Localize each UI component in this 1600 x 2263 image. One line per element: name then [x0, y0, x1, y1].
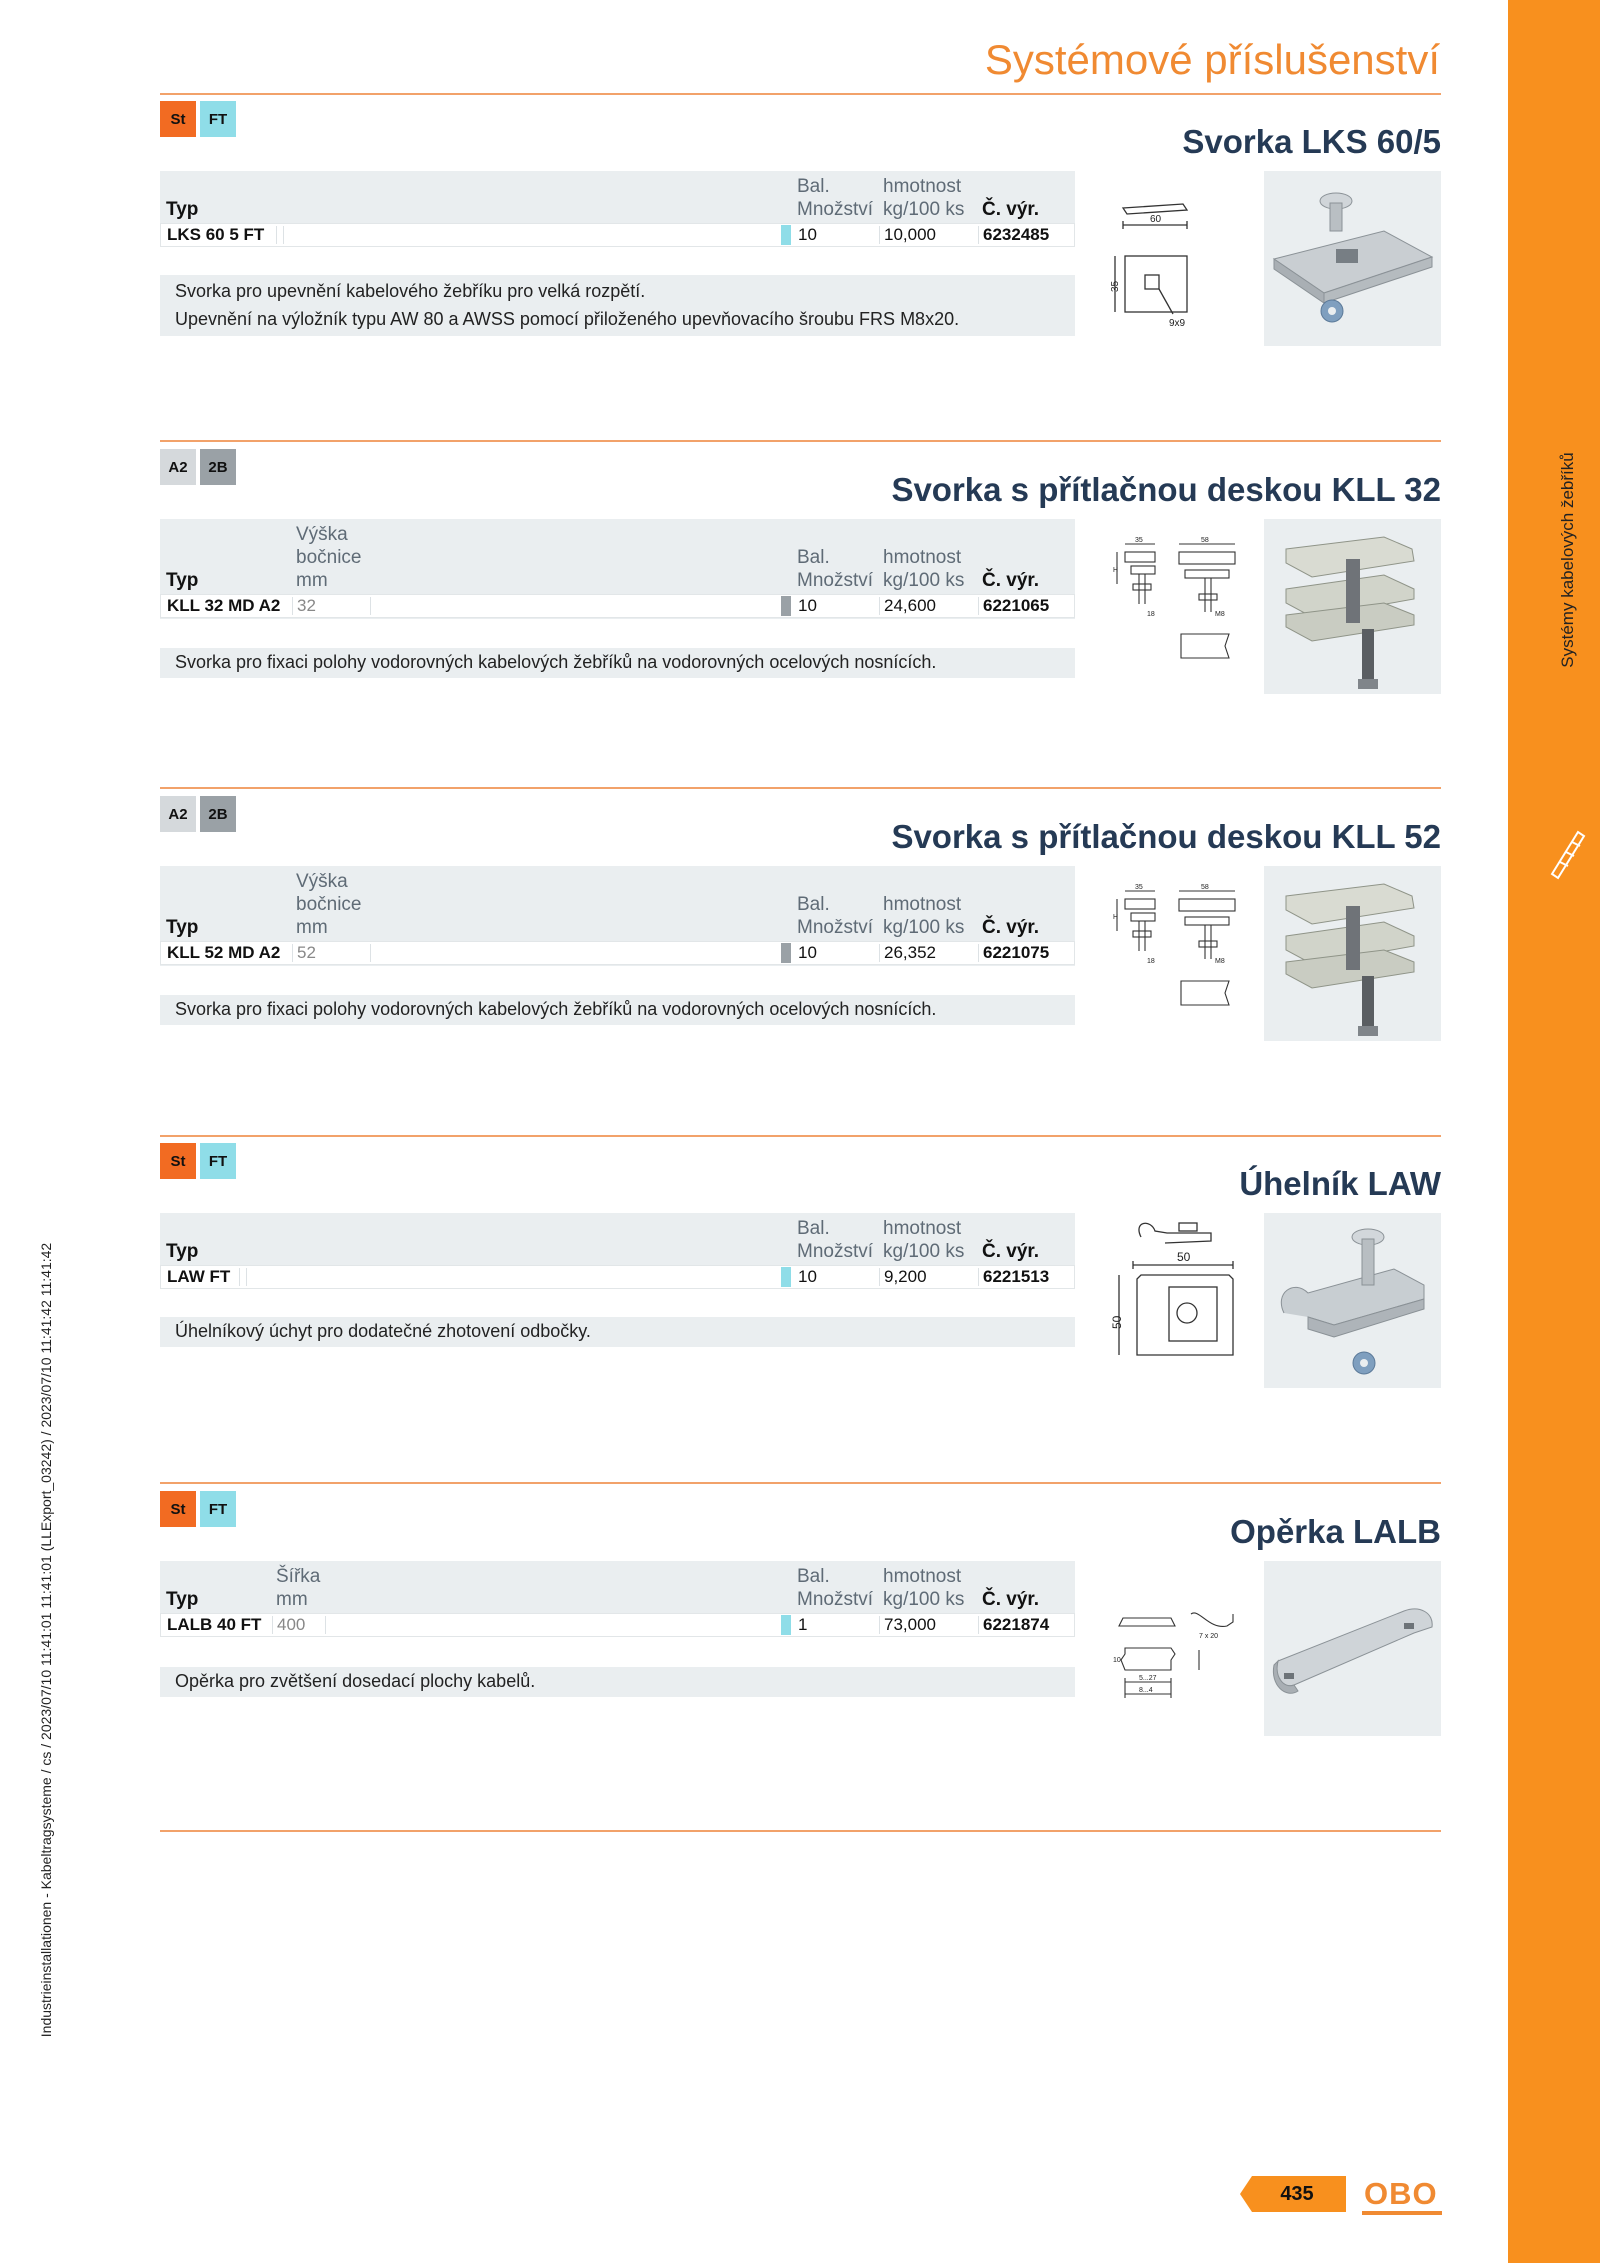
dim-label: 10	[1113, 1657, 1121, 1664]
dim-label: 18	[1147, 611, 1155, 618]
dim-label: 5...27	[1139, 1675, 1157, 1682]
header-weight-2: kg/100 ks	[883, 1241, 965, 1262]
dim-label: 8...4	[1139, 1687, 1153, 1694]
cell-extra: 400	[277, 1615, 306, 1634]
header-extra-1: Výška	[296, 524, 348, 545]
description-line: Svorka pro fixaci polohy vodorovných kabelových žebříků na vodorovných ocelových nosnících.	[175, 652, 937, 672]
header-cv: Č. výr.	[982, 570, 1040, 591]
page-title: Systémové příslušenství	[984, 36, 1440, 83]
header-extra-2: mm	[276, 1589, 308, 1610]
cell-extra: 52	[297, 943, 316, 962]
dim-label: 9x9	[1169, 318, 1186, 329]
cell-cv: 6221513	[983, 1267, 1050, 1286]
material-badges	[160, 1143, 236, 1179]
description-line: Svorka pro fixaci polohy vodorovných kabelových žebříků na vodorovných ocelových nosnících.	[175, 999, 937, 1019]
badge-ft: FT	[200, 1491, 236, 1527]
product-photo	[1264, 171, 1441, 346]
description-line: Upevnění na výložník typu AW 80 a AWSS pomocí přiloženého upevňovacího šroubu FRS M8x20.	[175, 309, 960, 329]
cell-bal: 10	[798, 596, 817, 615]
header-rule	[160, 93, 1441, 95]
table-row	[160, 941, 1075, 965]
material-badges	[160, 101, 236, 137]
header-typ: Typ	[166, 570, 199, 591]
material-badges	[160, 449, 236, 485]
cell-weight: 9,200	[884, 1267, 927, 1286]
product-title: Opěrka LALB	[1230, 1513, 1441, 1550]
header-bal-1: Bal.	[797, 894, 830, 915]
cell-bal: 10	[798, 1267, 817, 1286]
header-weight-1: hmotnost	[883, 1566, 962, 1587]
sidebar-label: Systémy kabelových žebříků	[1558, 452, 1577, 668]
cell-typ: KLL 52 MD A2	[167, 943, 281, 962]
product-table	[160, 866, 1075, 966]
product-photo	[1264, 1213, 1441, 1388]
cell-weight: 26,352	[884, 943, 936, 962]
header-bal-2: Množství	[797, 1241, 874, 1262]
badge-st: St	[160, 101, 196, 137]
header-weight-2: kg/100 ks	[883, 917, 965, 938]
cell-typ: KLL 32 MD A2	[167, 596, 281, 615]
section-rule	[160, 440, 1441, 442]
header-extra-1: Výška	[296, 871, 348, 892]
dim-label: H	[1113, 914, 1119, 921]
print-info: Industrieinstallationen - Kabeltragsysteme / cs / 2023/07/10 11:41:01 11:41:01 (LLExport_03242) / 2023/07/10 11:41:42 11:41:42	[38, 1242, 54, 2038]
header-weight-1: hmotnost	[883, 176, 962, 197]
dim-label: 50	[1177, 1250, 1191, 1264]
cell-typ: LALB 40 FT	[167, 1615, 262, 1634]
description-line: Úhelníkový úchyt pro dodatečné zhotovení odbočky.	[175, 1321, 591, 1341]
header-typ: Typ	[166, 917, 199, 938]
badge-2b: 2B	[200, 796, 236, 832]
product-table	[160, 1213, 1075, 1289]
cell-cv: 6232485	[983, 225, 1050, 244]
product-kll-52	[160, 796, 1441, 1046]
obo-logo: OBO	[1364, 2176, 1438, 2211]
header-bal-1: Bal.	[797, 176, 830, 197]
header-weight-1: hmotnost	[883, 547, 962, 568]
cell-bal: 10	[798, 943, 817, 962]
section-rule	[160, 1830, 1441, 1832]
badge-a2: A2	[160, 449, 196, 485]
product-table	[160, 171, 1075, 247]
header-bal-2: Množství	[797, 570, 874, 591]
header-bal-2: Množství	[797, 917, 874, 938]
product-title: Svorka s přítlačnou deskou KLL 32	[891, 471, 1441, 508]
product-description	[160, 648, 1075, 678]
dim-label: 35	[1110, 280, 1121, 292]
product-description	[160, 275, 1075, 336]
cell-weight: 24,600	[884, 596, 936, 615]
dim-label: 50	[1110, 1315, 1124, 1329]
description-line: Svorka pro upevnění kabelového žebříku pro velká rozpětí.	[175, 281, 646, 301]
header-weight-2: kg/100 ks	[883, 199, 965, 220]
product-description	[160, 1317, 1075, 1347]
header-weight-2: kg/100 ks	[883, 570, 965, 591]
header-extra-3: mm	[296, 917, 328, 938]
header-bal-2: Množství	[797, 1589, 874, 1610]
header-bal-1: Bal.	[797, 1566, 830, 1587]
dim-label: M8	[1215, 611, 1225, 618]
product-photo	[1264, 1561, 1441, 1736]
cell-typ: LAW FT	[167, 1267, 231, 1286]
product-title: Úhelník LAW	[1239, 1165, 1441, 1202]
header-typ: Typ	[166, 1241, 199, 1262]
dim-label: 58	[1201, 884, 1209, 891]
cell-cv: 6221874	[983, 1615, 1050, 1634]
cell-bal: 1	[798, 1615, 808, 1634]
header-extra-3: mm	[296, 570, 328, 591]
product-title: Svorka LKS 60/5	[1182, 123, 1441, 160]
product-table	[160, 1561, 1075, 1637]
material-marker	[781, 1615, 791, 1635]
header-cv: Č. výr.	[982, 199, 1040, 220]
header-weight-1: hmotnost	[883, 1218, 962, 1239]
dim-label: 18	[1147, 958, 1155, 965]
badge-st: St	[160, 1491, 196, 1527]
header-bal-1: Bal.	[797, 1218, 830, 1239]
cell-weight: 10,000	[884, 225, 936, 244]
cell-bal: 10	[798, 225, 817, 244]
dim-label: H	[1113, 567, 1119, 574]
header-extra-2: bočnice	[296, 547, 362, 568]
product-photo	[1264, 519, 1441, 694]
page-number: 435	[1280, 2183, 1314, 2205]
product-description	[160, 995, 1075, 1025]
cell-typ: LKS 60 5 FT	[167, 225, 265, 244]
material-marker	[781, 225, 791, 245]
dim-label: M8	[1215, 958, 1225, 965]
header-weight-1: hmotnost	[883, 894, 962, 915]
description-line: Opěrka pro zvětšení dosedací plochy kabelů.	[175, 1671, 536, 1691]
dim-label: 35	[1135, 537, 1143, 544]
material-badges	[160, 796, 236, 832]
cell-extra: 32	[297, 596, 316, 615]
sidebar-stripe	[1508, 0, 1600, 2263]
product-lalb	[160, 1491, 1441, 1741]
header-bal-1: Bal.	[797, 547, 830, 568]
dim-label: 58	[1201, 537, 1209, 544]
product-description	[160, 1667, 1075, 1697]
dim-label: 35	[1135, 884, 1143, 891]
technical-drawing	[1115, 534, 1245, 684]
badge-st: St	[160, 1143, 196, 1179]
header-weight-2: kg/100 ks	[883, 1589, 965, 1610]
table-row	[160, 594, 1075, 618]
header-extra-1: Šířka	[276, 1566, 321, 1587]
product-law	[160, 1143, 1441, 1393]
technical-drawing	[1115, 1606, 1245, 1716]
table-row	[160, 1265, 1075, 1289]
header-bal-2: Množství	[797, 199, 874, 220]
header-cv: Č. výr.	[982, 1241, 1040, 1262]
cable-ladder-icon	[1548, 826, 1588, 880]
product-photo	[1264, 866, 1441, 1041]
section-rule	[160, 1482, 1441, 1484]
material-marker	[781, 943, 791, 963]
header-typ: Typ	[166, 1589, 199, 1610]
product-kll-32	[160, 449, 1441, 699]
badge-2b: 2B	[200, 449, 236, 485]
header-extra-2: bočnice	[296, 894, 362, 915]
technical-drawing	[1110, 1215, 1245, 1355]
technical-drawing	[1110, 196, 1245, 336]
product-title: Svorka s přítlačnou deskou KLL 52	[891, 818, 1441, 855]
cell-weight: 73,000	[884, 1615, 936, 1634]
header-cv: Č. výr.	[982, 1589, 1040, 1610]
table-row	[160, 223, 1075, 247]
technical-drawing	[1115, 881, 1245, 1031]
product-lks-60-5	[160, 101, 1441, 346]
header-typ: Typ	[166, 199, 199, 220]
logo-underline	[1362, 2211, 1442, 2215]
material-marker	[781, 596, 791, 616]
badge-ft: FT	[200, 101, 236, 137]
section-rule	[160, 1135, 1441, 1137]
table-row	[160, 1613, 1075, 1637]
dim-label: 7 x 20	[1199, 1633, 1219, 1640]
product-table	[160, 519, 1075, 619]
cell-cv: 6221075	[983, 943, 1050, 962]
dim-label: 60	[1150, 214, 1162, 225]
material-badges	[160, 1491, 236, 1527]
section-rule	[160, 787, 1441, 789]
material-marker	[781, 1267, 791, 1287]
badge-ft: FT	[200, 1143, 236, 1179]
cell-cv: 6221065	[983, 596, 1050, 615]
header-cv: Č. výr.	[982, 917, 1040, 938]
badge-a2: A2	[160, 796, 196, 832]
